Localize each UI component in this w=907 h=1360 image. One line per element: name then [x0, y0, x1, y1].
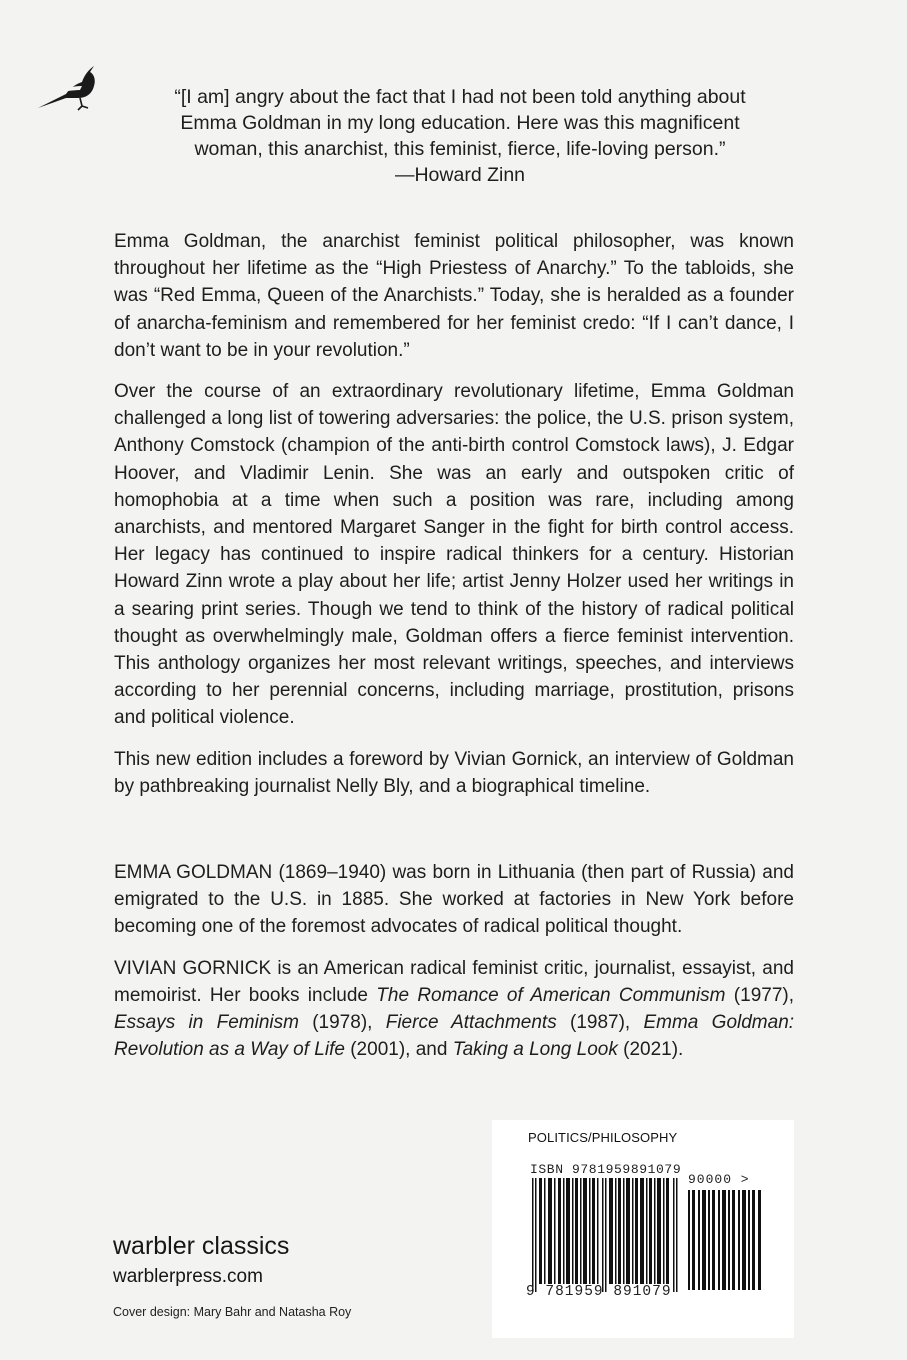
publisher-url: warblerpress.com [113, 1266, 263, 1287]
barcode-icon [532, 1178, 678, 1292]
bio-text: VIVIAN GORNICK is an American radical feminist critic, journalist, essayist, and memoirist. Her books include [114, 957, 794, 1006]
quote-line: Emma Goldman in my long education. Here was this magnificent [180, 112, 740, 134]
book-title: Emma Goldman: Revolution as a Way of Life [114, 1012, 795, 1061]
bio-text: (1978), [298, 1012, 386, 1034]
bio-text: (1977), [725, 984, 795, 1006]
quote-line: “[I am] angry about the fact that I had not been told anything about [174, 86, 746, 108]
description-paragraph: Emma Goldman, the anarchist feminist political philosopher, was known throughout her lifetime as the “High Priestess of Anarchy.” To the tabloids, she was “Red Emma, Queen of the Anarchists.” Today, she is heralded as a founder of anarcha-feminism and remembered for her feminist credo: “If I can’t dance, I don’t want to be in your revolution.” [114, 231, 794, 361]
description-paragraph: Over the course of an extraordinary revolutionary lifetime, Emma Goldman challenged a long list of towering adversaries: the police, the U.S. prison system, Anthony Comstock (champion of the anti-birth control Comstock laws), J. Edgar Hoover, and Vladimir Lenin. She was an early and outspoken critic of homophobia at a time when such a position was rare, including among anarchists, and mentored Margaret Sanger in the fight for birth control access. Her legacy has continued to inspire radical thinkers for a century. Historian Howard Zinn wrote a play about her life; artist Jenny Holzer used her writings in a searing print series. Though we tend to think of the history of radical political thought as overwhelmingly male, Goldman offers a fierce feminist intervention. This anthology organizes her most relevant writings, speeches, and interviews according to her perennial concerns, including marriage, prostitution, prisons and political violence. [114, 381, 794, 729]
publisher-name: warbler classics [113, 1232, 290, 1260]
quote-line: woman, this anarchist, this feminist, fierce, life-loving person.” [194, 138, 726, 160]
book-title: Fierce Attachments [385, 1012, 557, 1034]
bio-text: (2021). [617, 1039, 684, 1061]
barcode-panel [492, 1120, 794, 1338]
book-description [114, 228, 794, 814]
isbn-digits: 9 781959 891079 [526, 1284, 672, 1300]
epigraph-quote [130, 84, 790, 188]
goldman-bio: EMMA GOLDMAN (1869–1940) was born in Lithuania (then part of Russia) and emigrated to the U.S. in 1885. She worked at factories in New York before becoming one of the foremost advocates of radical political thought. [114, 862, 794, 938]
bio-text: (2001), and [344, 1039, 453, 1061]
book-title: The Romance of American Communism [376, 984, 726, 1006]
category-label: POLITICS/PHILOSOPHY [528, 1130, 678, 1145]
gornick-bio [114, 955, 794, 1064]
warbler-bird-icon [36, 62, 104, 114]
description-paragraph: This new edition includes a foreword by Vivian Gornick, an interview of Goldman by pathbreaking journalist Nelly Bly, and a biographical timeline. [114, 748, 794, 797]
addon-barcode-icon [688, 1190, 762, 1290]
bio-text: (1987), [556, 1012, 644, 1034]
book-title: Taking a Long Look [452, 1039, 618, 1061]
cover-design-credit: Cover design: Mary Bahr and Natasha Roy [113, 1305, 352, 1319]
author-bios [114, 859, 794, 1077]
quote-attribution: —Howard Zinn [394, 164, 526, 186]
price-addon-label: 90000 > [688, 1172, 750, 1187]
isbn-label: ISBN 9781959891079 [530, 1162, 682, 1177]
book-title: Essays in Feminism [114, 1012, 299, 1034]
